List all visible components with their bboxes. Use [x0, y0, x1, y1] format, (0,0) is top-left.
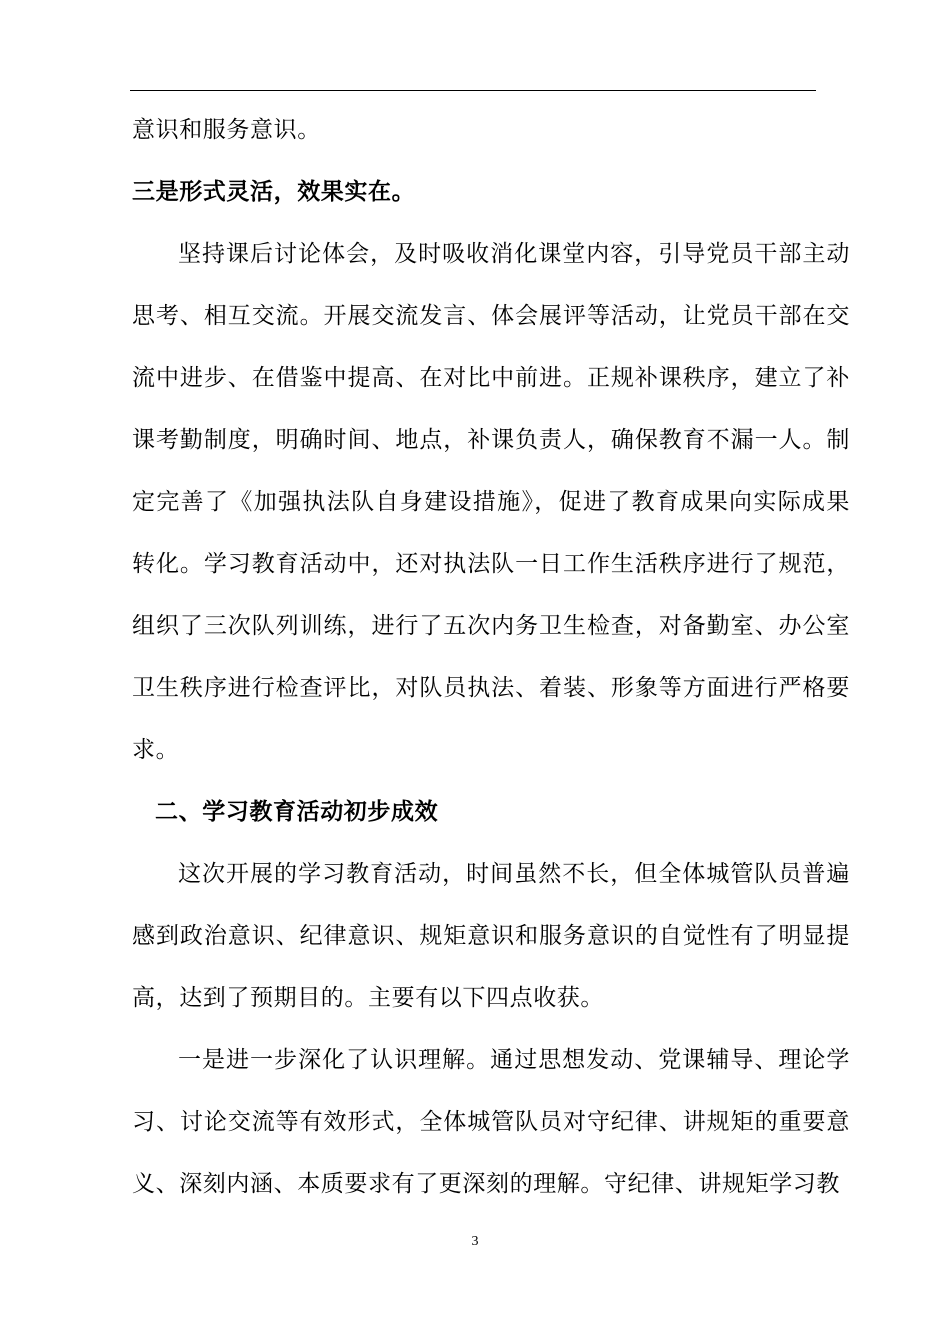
header-rule: [130, 90, 816, 91]
document-body: [132, 99, 850, 1215]
paragraph-deepened-understanding: 一是进一步深化了认识理解。通过思想发动、党课辅导、理论学习、讨论交流等有效形式，全体城管队员对守纪律、讲规矩的重要意义、深刻内涵、本质要求有了更深刻的理解。守纪律、讲规矩学习教: [132, 1047, 850, 1197]
section-heading-results: 二、学习教育活动初步成效: [155, 798, 439, 825]
paragraph-continuation: 意识和服务意识。: [132, 117, 321, 143]
page-number: 3: [471, 1234, 479, 1249]
paragraph-discussion: 坚持课后讨论体会，及时吸收消化课堂内容，引导党员干部主动思考、相互交流。开展交流发言、体会展评等活动，让党员干部在交流中进步、在借鉴中提高、在对比中前进。正规补课秩序，建立了补课考勤制度，明确时间、地点，补课负责人，确保教育不漏一人。制定完善了《加强执法队自身建设措施》，促进了教育成果向实际成果转化。学习教育活动中，还对执法队一日工作生活秩序进行了规范，组织了三次队列训练，进行了五次内务卫生检查，对备勤室、办公室卫生秩序进行检查评比，对队员执法、着装、形象等方面进行严格要求。: [132, 241, 850, 763]
paragraph-results-intro: 这次开展的学习教育活动，时间虽然不长，但全体城管队员普遍感到政治意识、纪律意识、规矩意识和服务意识的自觉性有了明显提高，达到了预期目的。主要有以下四点收获。: [132, 861, 850, 1011]
subheading-form-flexible: 三是形式灵活，效果实在。: [132, 178, 416, 205]
